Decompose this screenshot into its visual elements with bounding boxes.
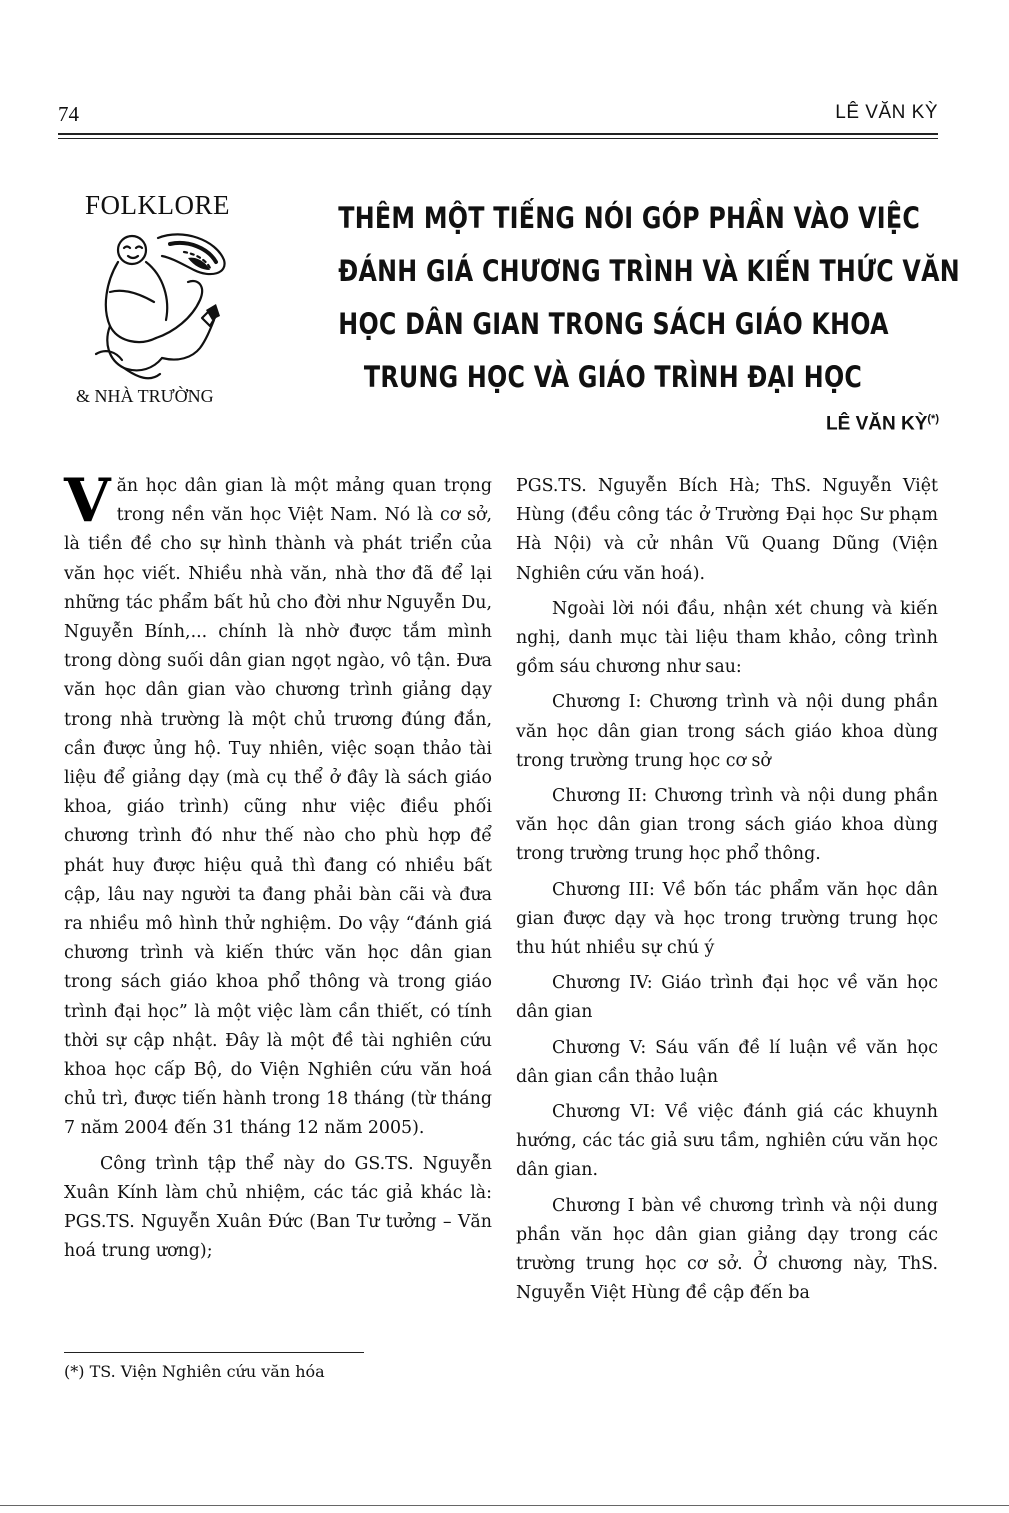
paragraph: Chương I bàn về chương trình và nội dung phần văn học dân gian giảng dạy trong các trường trung học cơ sở. Ở chương này, ThS. Nguyễn Việt Hùng đề cập đến ba bbox=[516, 1195, 938, 1304]
running-head: LÊ VĂN KỲ bbox=[835, 102, 938, 123]
article-title bbox=[338, 192, 960, 404]
title-line: TRUNG HỌC VÀ GIÁO TRÌNH ĐẠI HỌC bbox=[363, 360, 863, 394]
chapter-item: Chương I: Chương trình và nội dung phần văn học dân gian trong sách giáo khoa dùng trong trường trung học cơ sở bbox=[516, 692, 938, 771]
chapter-item: Chương III: Về bốn tác phẩm văn học dân gian được dạy và học trong trường trung học thu hút nhiều sự chú ý bbox=[516, 879, 938, 959]
chapter-item: Chương V: Sáu vấn đề lí luận về văn học dân gian cần thảo luận bbox=[516, 1037, 938, 1087]
author-name: LÊ VĂN KỲ bbox=[826, 413, 928, 435]
footnote-rule bbox=[64, 1352, 364, 1353]
paragraph: PGS.TS. Nguyễn Bích Hà; ThS. Nguyễn Việt Hùng (đều công tác ở Trường Đại học Sư phạm Hà Nội) và cử nhân Vũ Quang Dũng (Viện Nghiên cứu văn hoá). bbox=[516, 476, 938, 584]
author-byline bbox=[826, 413, 939, 435]
paragraph bbox=[64, 466, 492, 1144]
title-line: THÊM MỘT TIẾNG NÓI GÓP PHẦN VÀO VIỆC bbox=[338, 201, 921, 235]
drop-cap: V bbox=[64, 466, 111, 536]
chapter-item: Chương II: Chương trình và nội dung phần văn học dân gian trong sách giáo khoa dùng trong trường trung học phổ thông. bbox=[516, 786, 938, 865]
page-number: 74 bbox=[58, 102, 79, 126]
header-rule-thin bbox=[58, 138, 938, 139]
paragraph: Công trình tập thể này do GS.TS. Nguyễn Xuân Kính làm chủ nhiệm, các tác giả khác là: PGS.TS. Nguyễn Xuân Đức (Ban Tư tưởng – Văn hoá trung ương); bbox=[64, 1153, 492, 1262]
paragraph: Ngoài lời nói đầu, nhận xét chung và kiến nghị, danh mục tài liệu tham khảo, công trình gồm sáu chương như sau: bbox=[516, 598, 938, 678]
chapter-item: Chương IV: Giáo trình đại học về văn học dân gian bbox=[516, 973, 938, 1023]
chapter-item: Chương VI: Về việc đánh giá các khuynh hướng, các tác giả sưu tầm, nghiên cứu văn học dân gian. bbox=[516, 1102, 938, 1181]
page-bottom-edge bbox=[0, 1505, 1009, 1506]
author-footnote-mark: (*) bbox=[927, 413, 939, 425]
page-header bbox=[58, 100, 938, 130]
footnote: (*) TS. Viện Nghiên cứu văn hóa bbox=[64, 1362, 325, 1381]
paragraph-text: ăn học dân gian là một mảng quan trọng trong nền văn học Việt Nam. Nó là cơ sở, là tiền đề cho sự hình thành và phát triển của văn học viết. Nhiều nhà văn, nhà thơ đã để lại những tác phẩm bất hủ cho đời như Nguyễn Du, Nguyễn Bính,... chính là nhờ được tắm mình trong dòng suối dân gian ngọt ngào, vô tận. Đưa văn học dân gian vào chương trình giảng dạy trong nhà trường là một chủ trương đúng đắn, cần được ủng hộ. Tuy nhiên, việc soạn thảo tài liệu để giảng dạy (mà cụ thể ở đây là sách giáo khoa, giáo trình) cũng như việc điều phối chương trình đó như thế nào cho phù hợp để phát huy được hiệu quả thì đang có nhiều bất cập, lâu nay người ta đang phải bàn cãi và đưa ra nhiều mô hình thử nghiệm. Do vậy “đánh giá chương trình và kiến thức văn học dân gian trong sách giáo khoa phổ thông và trong giáo trình đại học” là một việc làm cần thiết, có tính thời sự cập nhật. Đây là một đề tài nghiên cứu khoa học cấp Bộ, do Viện Nghiên cứu văn hoá chủ trì, được tiến hành trong 18 tháng (từ tháng 7 năm 2004 đến 31 tháng 12 năm 2005). bbox=[64, 476, 492, 1139]
section-label: FOLKLORE bbox=[85, 190, 230, 220]
header-rule bbox=[58, 133, 938, 135]
title-line: ĐÁNH GIÁ CHƯƠNG TRÌNH VÀ KIẾN THỨC VĂN bbox=[338, 254, 960, 288]
section-sublabel: & NHÀ TRƯỜNG bbox=[76, 386, 214, 406]
folk-figure-icon bbox=[88, 222, 228, 387]
left-column bbox=[64, 466, 492, 1272]
title-line: HỌC DÂN GIAN TRONG SÁCH GIÁO KHOA bbox=[338, 307, 889, 341]
right-column bbox=[516, 472, 938, 1314]
